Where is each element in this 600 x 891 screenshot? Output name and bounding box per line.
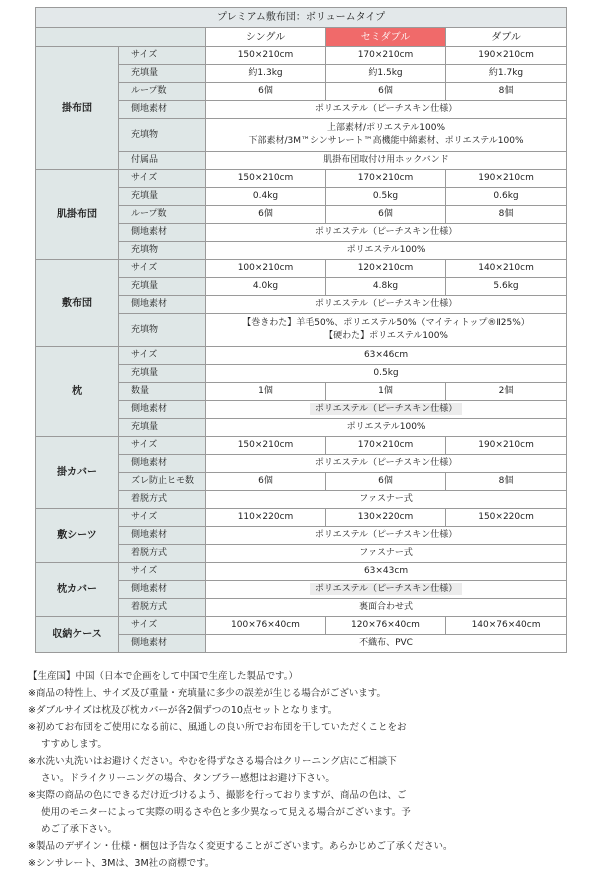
cell: 6個 bbox=[206, 83, 326, 101]
cell-span bbox=[206, 401, 567, 419]
group-kake: 掛布団 bbox=[36, 47, 119, 170]
row-label: 着脱方式 bbox=[119, 491, 206, 509]
row-label: 側地素材 bbox=[119, 101, 206, 119]
cell-span bbox=[206, 119, 567, 152]
row-label: 充填量 bbox=[119, 278, 206, 296]
row-label: 着脱方式 bbox=[119, 599, 206, 617]
cell-text: ポリエステル（ピーチスキン仕様） bbox=[314, 104, 458, 114]
row-label: 側地素材 bbox=[119, 581, 206, 599]
row-label: 側地素材 bbox=[119, 527, 206, 545]
cell-span bbox=[206, 296, 567, 314]
cell-span bbox=[206, 224, 567, 242]
note-line: ※実際の商品の色にできるだけ近づけるよう、撮影を行っておりますが、商品の色は、ご bbox=[28, 790, 407, 801]
cell: 8個 bbox=[446, 206, 567, 224]
cell: 170×210cm bbox=[326, 437, 446, 455]
cell: 5.6kg bbox=[446, 278, 567, 296]
table-title: プレミアム敷布団：ボリュームタイプ bbox=[36, 8, 567, 28]
cell: 6個 bbox=[206, 473, 326, 491]
col-semidouble: セミダブル bbox=[326, 28, 446, 47]
note-line: ※シンサレート、3Mは、3M社の商標です。 bbox=[28, 858, 215, 869]
row-label: サイズ bbox=[119, 260, 206, 278]
row-label: ループ数 bbox=[119, 206, 206, 224]
cell: 140×210cm bbox=[446, 260, 567, 278]
note-line: めご了承下さい。 bbox=[41, 824, 118, 835]
cell: 約1.3kg bbox=[206, 65, 326, 83]
cell-span: ポリエステル100% bbox=[206, 419, 567, 437]
cell: 6個 bbox=[326, 206, 446, 224]
cell-span bbox=[206, 314, 567, 347]
cell: 170×210cm bbox=[326, 47, 446, 65]
cell: 6個 bbox=[206, 206, 326, 224]
cell-span: ファスナー式 bbox=[206, 491, 567, 509]
cell: 150×210cm bbox=[206, 170, 326, 188]
row-label: 付属品 bbox=[119, 152, 206, 170]
table-row bbox=[36, 437, 567, 455]
table-row bbox=[36, 170, 567, 188]
note-line: 使用のモニターによって実際の明るさや色と多少異なって見える場合がございます。予 bbox=[41, 807, 411, 818]
row-label: サイズ bbox=[119, 509, 206, 527]
cell: 100×76×40cm bbox=[206, 617, 326, 635]
cell-text: ポリエステル（ピーチスキン仕様） bbox=[314, 227, 458, 237]
cell-text: ポリエステル（ピーチスキン仕様） bbox=[314, 299, 458, 309]
cell: 0.6kg bbox=[446, 188, 567, 206]
note-line: ※商品の特性上、サイズ及び重量・充填量に多少の誤差が生じる場合がございます。 bbox=[28, 688, 386, 699]
cell: 0.5kg bbox=[326, 188, 446, 206]
cell-text: ポリエステル（ピーチスキン仕様） bbox=[314, 530, 458, 540]
cell: 4.8kg bbox=[326, 278, 446, 296]
table-title-row bbox=[36, 8, 567, 28]
note-line: 【生産国】中国（日本で企画をして中国で生産した製品です。） bbox=[28, 671, 298, 682]
cell: 0.4kg bbox=[206, 188, 326, 206]
row-label: 充填物 bbox=[119, 314, 206, 347]
note-line: さい。ドライクリーニングの場合、タンブラー感想はお避け下さい。 bbox=[41, 773, 335, 784]
row-label: 側地素材 bbox=[119, 296, 206, 314]
row-label: サイズ bbox=[119, 437, 206, 455]
cell-span: ポリエステル100% bbox=[206, 242, 567, 260]
cell: 100×210cm bbox=[206, 260, 326, 278]
row-label: 数量 bbox=[119, 383, 206, 401]
cell: 190×210cm bbox=[446, 170, 567, 188]
note-line: ※水洗い丸洗いはお避けください。やむを得ずなさる場合はクリーニング店にご相談下 bbox=[28, 756, 397, 767]
row-label: 側地素材 bbox=[119, 635, 206, 653]
row-label: 充填量 bbox=[119, 65, 206, 83]
cell-line: 上部素材/ポリエステル100% bbox=[327, 123, 445, 133]
size-header-row bbox=[36, 28, 567, 47]
cell-line: 【硬わた】ポリエステル100% bbox=[324, 331, 448, 341]
cell-span bbox=[206, 527, 567, 545]
group-sheets: 敷シーツ bbox=[36, 509, 119, 563]
cell-text: ポリエステル（ピーチスキン仕様） bbox=[310, 583, 462, 595]
cell: 150×220cm bbox=[446, 509, 567, 527]
row-label: 充填量 bbox=[119, 419, 206, 437]
cell: 1個 bbox=[206, 383, 326, 401]
group-makuracover: 枕カバー bbox=[36, 563, 119, 617]
row-label: 充填物 bbox=[119, 242, 206, 260]
row-label: サイズ bbox=[119, 617, 206, 635]
row-label: サイズ bbox=[119, 170, 206, 188]
cell: 8個 bbox=[446, 83, 567, 101]
cell: 約1.7kg bbox=[446, 65, 567, 83]
cell-text: ポリエステル（ピーチスキン仕様） bbox=[310, 403, 462, 415]
row-label: 充填物 bbox=[119, 119, 206, 152]
cell-span bbox=[206, 101, 567, 119]
cell: 190×210cm bbox=[446, 47, 567, 65]
row-label: ループ数 bbox=[119, 83, 206, 101]
cell: 2個 bbox=[446, 383, 567, 401]
cell: 170×210cm bbox=[326, 170, 446, 188]
cell: 約1.5kg bbox=[326, 65, 446, 83]
row-label: 側地素材 bbox=[119, 224, 206, 242]
row-label: 充填量 bbox=[119, 188, 206, 206]
col-double: ダブル bbox=[446, 28, 567, 47]
cell: 150×210cm bbox=[206, 437, 326, 455]
group-makura: 枕 bbox=[36, 347, 119, 437]
group-hada: 肌掛布団 bbox=[36, 170, 119, 260]
cell: 6個 bbox=[326, 473, 446, 491]
cell-span: 63×46cm bbox=[206, 347, 567, 365]
group-shiki: 敷布団 bbox=[36, 260, 119, 347]
cell-span: 0.5kg bbox=[206, 365, 567, 383]
cell: 110×220cm bbox=[206, 509, 326, 527]
col-single: シングル bbox=[206, 28, 326, 47]
cell-text: ポリエステル（ピーチスキン仕様） bbox=[314, 458, 458, 468]
table-row bbox=[36, 563, 567, 581]
note-line: ※初めてお布団をご使用になる前に、風通しの良い所でお布団を干していただくことをお bbox=[28, 722, 407, 733]
row-label: サイズ bbox=[119, 47, 206, 65]
row-label: 側地素材 bbox=[119, 455, 206, 473]
cell: 130×220cm bbox=[326, 509, 446, 527]
cell-line: 下部素材/3M™シンサレート™高機能中綿素材、ポリエステル100% bbox=[248, 136, 524, 146]
cell: 8個 bbox=[446, 473, 567, 491]
cell-span: ファスナー式 bbox=[206, 545, 567, 563]
notes-block bbox=[28, 668, 578, 872]
table-row bbox=[36, 617, 567, 635]
table-row bbox=[36, 47, 567, 65]
group-kakecover: 掛カバー bbox=[36, 437, 119, 509]
table-row bbox=[36, 347, 567, 365]
header-corner bbox=[36, 28, 206, 47]
table-row bbox=[36, 509, 567, 527]
row-label: サイズ bbox=[119, 563, 206, 581]
row-label: サイズ bbox=[119, 347, 206, 365]
cell: 120×76×40cm bbox=[326, 617, 446, 635]
group-case: 収納ケース bbox=[36, 617, 119, 653]
cell: 1個 bbox=[326, 383, 446, 401]
cell-span bbox=[206, 455, 567, 473]
cell-span: 不織布、PVC bbox=[206, 635, 567, 653]
cell: 190×210cm bbox=[446, 437, 567, 455]
cell: 6個 bbox=[326, 83, 446, 101]
note-line: ※ダブルサイズは枕及び枕カバーが各2個ずつの10点セットとなります。 bbox=[28, 705, 338, 716]
cell-line: 【巻きわた】羊毛50%、ポリエステル50%（マイティトップ®Ⅱ25%） bbox=[242, 318, 530, 328]
cell-span bbox=[206, 581, 567, 599]
note-line: ※製品のデザイン・仕様・梱包は予告なく変更することがございます。あらかじめご了承ください。 bbox=[28, 841, 453, 852]
row-label: ズレ防止ヒモ数 bbox=[119, 473, 206, 491]
cell: 120×210cm bbox=[326, 260, 446, 278]
cell: 150×210cm bbox=[206, 47, 326, 65]
row-label: 着脱方式 bbox=[119, 545, 206, 563]
table-row bbox=[36, 260, 567, 278]
cell: 140×76×40cm bbox=[446, 617, 567, 635]
spec-table bbox=[35, 7, 567, 653]
cell-span: 肌掛布団取付け用ホックバンド bbox=[206, 152, 567, 170]
row-label: 充填量 bbox=[119, 365, 206, 383]
row-label: 側地素材 bbox=[119, 401, 206, 419]
cell-span: 63×43cm bbox=[206, 563, 567, 581]
note-line: すすめします。 bbox=[41, 739, 107, 750]
cell-span: 裏面合わせ式 bbox=[206, 599, 567, 617]
cell: 4.0kg bbox=[206, 278, 326, 296]
